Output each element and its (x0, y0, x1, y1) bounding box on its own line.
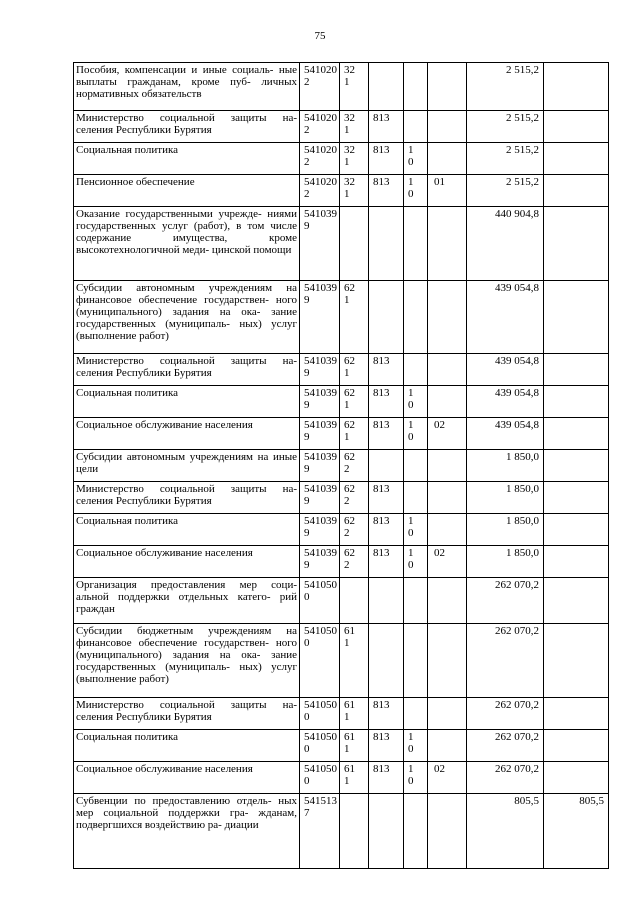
expense-type-part: 1 (344, 711, 350, 723)
expense-type-part: 32 (344, 64, 355, 76)
target-code-part: 541050 (304, 579, 337, 591)
ministry-code-cell: 813 (369, 698, 404, 730)
budget-table-body (74, 63, 609, 869)
section-part: 1 (408, 387, 414, 399)
target-code-part: 541039 (304, 387, 337, 399)
expense-type-part: 1 (344, 637, 350, 649)
table-row (74, 730, 609, 762)
amount-cell: 2 515,2 (467, 63, 544, 111)
amount-cell: 262 070,2 (467, 578, 544, 624)
table-row (74, 143, 609, 175)
section-cell (404, 730, 428, 762)
expense-type-part: 62 (344, 387, 355, 399)
section-part: 1 (408, 176, 414, 188)
subsection-cell (428, 514, 467, 546)
row-name-cell: Министерство социальной защиты на- селения Республики Бурятия (74, 482, 300, 514)
target-code-part: 9 (304, 431, 310, 443)
amount-cell: 1 850,0 (467, 514, 544, 546)
section-part: 0 (408, 188, 414, 200)
target-code-part: 541020 (304, 176, 337, 188)
target-code-part: 541050 (304, 699, 337, 711)
amount-federal-cell (544, 418, 609, 450)
target-code-part: 2 (304, 156, 310, 168)
expense-type-part: 32 (344, 144, 355, 156)
target-code-part: 2 (304, 188, 310, 200)
budget-table (73, 62, 609, 869)
section-part: 0 (408, 775, 414, 787)
expense-type-cell (340, 514, 369, 546)
amount-cell: 1 850,0 (467, 546, 544, 578)
amount-cell: 805,5 (467, 794, 544, 869)
subsection-cell (428, 281, 467, 354)
expense-type-part: 62 (344, 451, 355, 463)
table-row (74, 546, 609, 578)
section-cell (404, 450, 428, 482)
section-cell (404, 207, 428, 281)
section-part: 0 (408, 743, 414, 755)
amount-federal-cell (544, 546, 609, 578)
amount-federal-cell (544, 578, 609, 624)
table-row (74, 354, 609, 386)
section-cell (404, 143, 428, 175)
ministry-code-cell: 813 (369, 386, 404, 418)
table-row (74, 794, 609, 869)
expense-type-part: 1 (344, 76, 350, 88)
amount-federal-cell (544, 482, 609, 514)
target-code-part: 0 (304, 775, 310, 787)
target-code-part: 541039 (304, 451, 337, 463)
row-name-cell: Социальное обслуживание населения (74, 418, 300, 450)
amount-federal-cell (544, 175, 609, 207)
row-name-cell: Министерство социальной защиты на- селения Республики Бурятия (74, 698, 300, 730)
ministry-code-cell (369, 450, 404, 482)
target-code-part: 0 (304, 711, 310, 723)
row-name-cell: Субсидии автономным учреждениям на иные цели (74, 450, 300, 482)
section-part: 1 (408, 731, 414, 743)
expense-type-part: 61 (344, 699, 355, 711)
target-code-part: 541020 (304, 112, 337, 124)
amount-cell: 2 515,2 (467, 175, 544, 207)
subsection-cell (428, 450, 467, 482)
expense-type-cell (340, 698, 369, 730)
section-cell (404, 175, 428, 207)
table-row (74, 578, 609, 624)
expense-type-cell (340, 143, 369, 175)
target-code-part: 9 (304, 463, 310, 475)
amount-federal-cell (544, 514, 609, 546)
subsection-cell (428, 111, 467, 143)
target-code-part: 541020 (304, 144, 337, 156)
target-code-part: 0 (304, 591, 310, 603)
section-part: 0 (408, 431, 414, 443)
amount-cell: 439 054,8 (467, 418, 544, 450)
ministry-code-cell: 813 (369, 482, 404, 514)
ministry-code-cell (369, 63, 404, 111)
ministry-code-cell: 813 (369, 418, 404, 450)
section-part: 0 (408, 399, 414, 411)
section-cell (404, 281, 428, 354)
target-code-part: 2 (304, 76, 310, 88)
target-code-cell (300, 63, 340, 111)
table-row (74, 175, 609, 207)
section-part: 1 (408, 419, 414, 431)
ministry-code-cell: 813 (369, 175, 404, 207)
amount-federal-cell (544, 386, 609, 418)
table-row (74, 281, 609, 354)
subsection-cell (428, 578, 467, 624)
row-name-cell: Пособия, компенсации и иные социаль- ные выплаты гражданам, кроме пуб- личных нормативных обязательств (74, 63, 300, 111)
row-name-cell: Социальная политика (74, 143, 300, 175)
expense-type-part: 1 (344, 367, 350, 379)
expense-type-part: 1 (344, 775, 350, 787)
amount-cell: 262 070,2 (467, 762, 544, 794)
section-cell (404, 111, 428, 143)
row-name-cell: Субсидии автономным учреждениям на финансовое обеспечение государствен- ного (муниципального) задания на ока- зание государственных (муниципаль- ных) услуг (выполнение работ) (74, 281, 300, 354)
row-name-cell: Субвенции по предоставлению отдель- ных мер социальной поддержки гра- жданам, подвергшихся воздействию ра- диации (74, 794, 300, 869)
amount-cell: 440 904,8 (467, 207, 544, 281)
expense-type-part: 2 (344, 495, 350, 507)
target-code-part: 541050 (304, 763, 337, 775)
target-code-part: 9 (304, 495, 310, 507)
target-code-part: 541039 (304, 483, 337, 495)
amount-federal-cell (544, 281, 609, 354)
expense-type-cell (340, 762, 369, 794)
expense-type-part: 1 (344, 431, 350, 443)
target-code-cell (300, 698, 340, 730)
section-part: 0 (408, 156, 414, 168)
page-number: 75 (314, 30, 326, 42)
target-code-cell (300, 762, 340, 794)
amount-cell: 2 515,2 (467, 111, 544, 143)
section-cell (404, 762, 428, 794)
row-name-cell: Министерство социальной защиты на- селения Республики Бурятия (74, 354, 300, 386)
section-part: 1 (408, 547, 414, 559)
ministry-code-cell: 813 (369, 354, 404, 386)
amount-cell: 439 054,8 (467, 386, 544, 418)
ministry-code-cell (369, 624, 404, 698)
table-row (74, 698, 609, 730)
expense-type-part: 62 (344, 419, 355, 431)
expense-type-part: 61 (344, 731, 355, 743)
target-code-part: 541513 (304, 795, 337, 807)
amount-cell: 262 070,2 (467, 698, 544, 730)
target-code-cell (300, 730, 340, 762)
table-row (74, 762, 609, 794)
expense-type-part: 61 (344, 763, 355, 775)
expense-type-part: 1 (344, 399, 350, 411)
target-code-part: 9 (304, 220, 310, 232)
target-code-cell (300, 418, 340, 450)
amount-federal-cell (544, 624, 609, 698)
expense-type-part: 1 (344, 188, 350, 200)
section-cell (404, 546, 428, 578)
target-code-part: 541039 (304, 547, 337, 559)
subsection-cell (428, 794, 467, 869)
target-code-part: 541039 (304, 515, 337, 527)
target-code-part: 9 (304, 399, 310, 411)
expense-type-part: 1 (344, 743, 350, 755)
table-row (74, 418, 609, 450)
expense-type-part: 2 (344, 527, 350, 539)
expense-type-cell (340, 794, 369, 869)
subsection-cell (428, 482, 467, 514)
expense-type-cell (340, 450, 369, 482)
ministry-code-cell: 813 (369, 730, 404, 762)
target-code-part: 541020 (304, 64, 337, 76)
table-row (74, 386, 609, 418)
target-code-part: 541050 (304, 731, 337, 743)
amount-federal-cell (544, 698, 609, 730)
expense-type-part: 62 (344, 547, 355, 559)
section-cell (404, 578, 428, 624)
expense-type-part: 2 (344, 559, 350, 571)
expense-type-cell (340, 63, 369, 111)
expense-type-part: 2 (344, 463, 350, 475)
amount-cell: 1 850,0 (467, 450, 544, 482)
section-cell (404, 698, 428, 730)
expense-type-cell (340, 418, 369, 450)
table-row (74, 63, 609, 111)
expense-type-part: 61 (344, 625, 355, 637)
expense-type-cell (340, 111, 369, 143)
row-name-cell: Социальное обслуживание населения (74, 546, 300, 578)
section-cell (404, 514, 428, 546)
amount-cell: 262 070,2 (467, 624, 544, 698)
row-name-cell: Социальная политика (74, 386, 300, 418)
row-name-cell: Социальная политика (74, 514, 300, 546)
amount-cell: 439 054,8 (467, 281, 544, 354)
row-name-cell: Субсидии бюджетным учреждениям на финансовое обеспечение государствен- ного (муниципального) задания на ока- зание государственных (муниципаль- ных) услуг (выполнение работ) (74, 624, 300, 698)
target-code-cell (300, 624, 340, 698)
expense-type-cell (340, 730, 369, 762)
section-cell (404, 354, 428, 386)
row-name-cell: Организация предоставления мер соци- альной поддержки отдельных катего- рий граждан (74, 578, 300, 624)
section-cell (404, 418, 428, 450)
amount-federal-cell (544, 143, 609, 175)
section-part: 1 (408, 515, 414, 527)
target-code-part: 9 (304, 294, 310, 306)
target-code-cell (300, 450, 340, 482)
ministry-code-cell (369, 281, 404, 354)
row-name-cell: Социальная политика (74, 730, 300, 762)
target-code-cell (300, 111, 340, 143)
subsection-cell (428, 354, 467, 386)
section-cell (404, 63, 428, 111)
target-code-part: 2 (304, 124, 310, 136)
section-cell (404, 624, 428, 698)
amount-federal-cell (544, 207, 609, 281)
expense-type-cell (340, 482, 369, 514)
subsection-cell (428, 207, 467, 281)
subsection-cell (428, 698, 467, 730)
subsection-cell: 01 (428, 175, 467, 207)
expense-type-part: 1 (344, 124, 350, 136)
target-code-part: 9 (304, 367, 310, 379)
target-code-cell (300, 794, 340, 869)
ministry-code-cell: 813 (369, 514, 404, 546)
section-part: 0 (408, 559, 414, 571)
section-part: 1 (408, 144, 414, 156)
table-row (74, 450, 609, 482)
expense-type-part: 32 (344, 112, 355, 124)
ministry-code-cell: 813 (369, 546, 404, 578)
subsection-cell (428, 730, 467, 762)
expense-type-cell (340, 354, 369, 386)
target-code-cell (300, 207, 340, 281)
ministry-code-cell (369, 207, 404, 281)
amount-cell: 439 054,8 (467, 354, 544, 386)
amount-federal-cell (544, 111, 609, 143)
subsection-cell (428, 63, 467, 111)
row-name-cell: Пенсионное обеспечение (74, 175, 300, 207)
row-name-cell: Оказание государственными учрежде- ниями государственных услуг (работ), в том числе содержание имущества, кроме высокотехнологичной меди- цинской помощи (74, 207, 300, 281)
section-cell (404, 482, 428, 514)
amount-federal-cell: 805,5 (544, 794, 609, 869)
table-row (74, 482, 609, 514)
table-row (74, 514, 609, 546)
expense-type-cell (340, 175, 369, 207)
row-name-cell: Министерство социальной защиты на- селения Республики Бурятия (74, 111, 300, 143)
target-code-part: 541039 (304, 208, 337, 220)
section-cell (404, 794, 428, 869)
expense-type-part: 1 (344, 294, 350, 306)
ministry-code-cell (369, 794, 404, 869)
amount-cell: 1 850,0 (467, 482, 544, 514)
target-code-part: 541039 (304, 355, 337, 367)
expense-type-part: 32 (344, 176, 355, 188)
expense-type-part: 62 (344, 282, 355, 294)
target-code-cell (300, 143, 340, 175)
target-code-part: 541039 (304, 282, 337, 294)
ministry-code-cell: 813 (369, 111, 404, 143)
target-code-cell (300, 546, 340, 578)
amount-cell: 2 515,2 (467, 143, 544, 175)
expense-type-cell (340, 386, 369, 418)
amount-federal-cell (544, 762, 609, 794)
amount-federal-cell (544, 730, 609, 762)
target-code-part: 541039 (304, 419, 337, 431)
target-code-part: 9 (304, 559, 310, 571)
target-code-cell (300, 514, 340, 546)
expense-type-cell (340, 546, 369, 578)
amount-cell: 262 070,2 (467, 730, 544, 762)
expense-type-cell (340, 281, 369, 354)
target-code-part: 9 (304, 527, 310, 539)
target-code-part: 0 (304, 743, 310, 755)
table-row (74, 624, 609, 698)
target-code-part: 541050 (304, 625, 337, 637)
expense-type-cell (340, 578, 369, 624)
subsection-cell: 02 (428, 546, 467, 578)
target-code-cell (300, 482, 340, 514)
subsection-cell (428, 143, 467, 175)
table-row (74, 111, 609, 143)
subsection-cell: 02 (428, 418, 467, 450)
target-code-cell (300, 175, 340, 207)
target-code-cell (300, 354, 340, 386)
expense-type-cell (340, 624, 369, 698)
ministry-code-cell: 813 (369, 762, 404, 794)
expense-type-part: 62 (344, 355, 355, 367)
table-row (74, 207, 609, 281)
target-code-part: 0 (304, 637, 310, 649)
expense-type-part: 62 (344, 515, 355, 527)
target-code-cell (300, 281, 340, 354)
amount-federal-cell (544, 450, 609, 482)
section-part: 1 (408, 763, 414, 775)
amount-federal-cell (544, 354, 609, 386)
target-code-cell (300, 578, 340, 624)
subsection-cell: 02 (428, 762, 467, 794)
ministry-code-cell (369, 578, 404, 624)
amount-federal-cell (544, 63, 609, 111)
target-code-cell (300, 386, 340, 418)
expense-type-part: 62 (344, 483, 355, 495)
row-name-cell: Социальное обслуживание населения (74, 762, 300, 794)
expense-type-cell (340, 207, 369, 281)
section-cell (404, 386, 428, 418)
expense-type-part: 1 (344, 156, 350, 168)
target-code-part: 7 (304, 807, 310, 819)
ministry-code-cell: 813 (369, 143, 404, 175)
subsection-cell (428, 624, 467, 698)
subsection-cell (428, 386, 467, 418)
section-part: 0 (408, 527, 414, 539)
